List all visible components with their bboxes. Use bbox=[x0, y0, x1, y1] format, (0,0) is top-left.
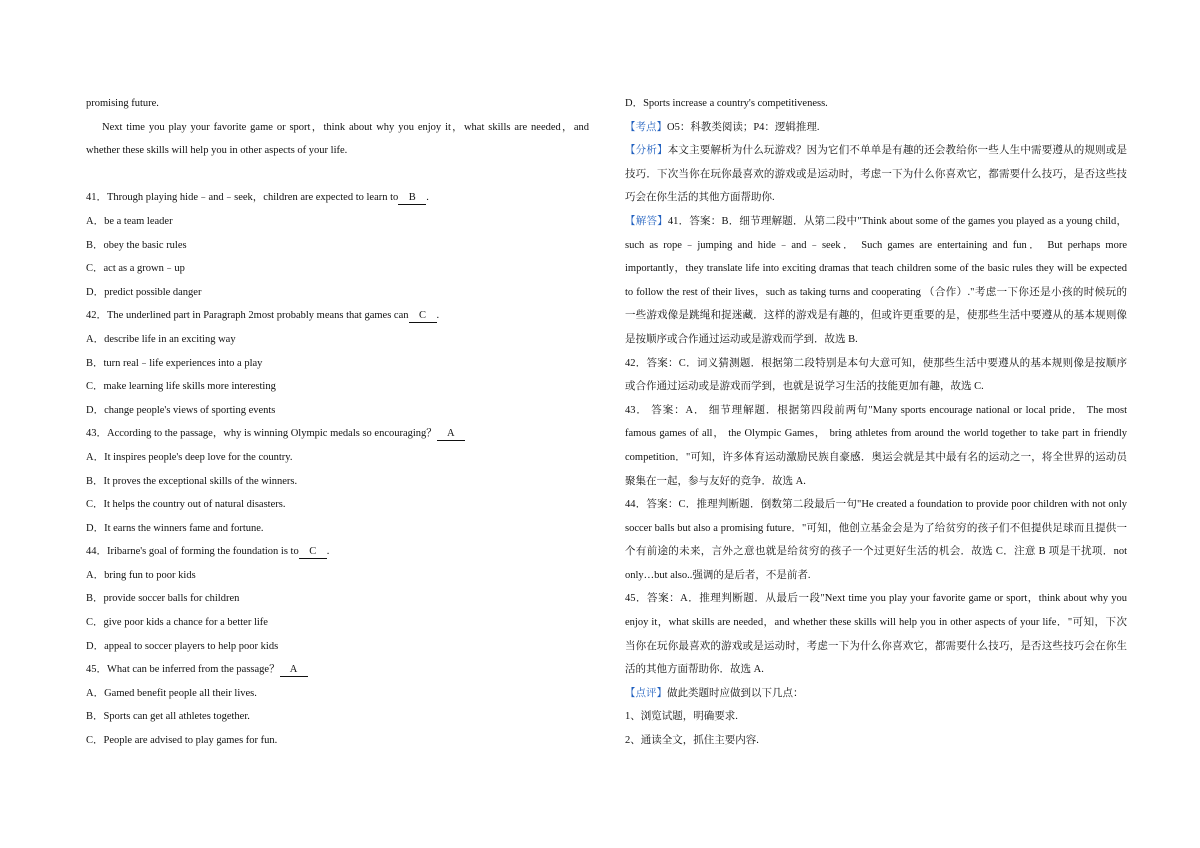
line-text: 活的其他方面帮助你．故选 A. bbox=[625, 664, 764, 676]
line-text: 个有前途的未来，言外之意也就是给贫穷的孩子一个过更好生活的机会．故选 C．注意 B 项是干扰项．not bbox=[625, 546, 1127, 558]
text-line bbox=[86, 234, 589, 258]
text-line bbox=[86, 257, 589, 281]
line-text: A．be a team leader bbox=[86, 215, 173, 227]
text-line bbox=[625, 352, 1127, 376]
text-line bbox=[86, 705, 589, 729]
blank-line bbox=[86, 163, 589, 187]
text-line bbox=[86, 470, 589, 494]
text-line bbox=[86, 92, 589, 116]
line-text: whether these skills will help you in other aspects of your life. bbox=[86, 145, 348, 157]
text-line bbox=[86, 375, 589, 399]
line-text: 聚集在一起，参与友好的竞争．故选 A. bbox=[625, 475, 806, 487]
line-text: D．change people's views of sporting events bbox=[86, 404, 276, 416]
line-text: soccer balls but also a promising future．"可知，他创立基金会是为了给贫穷的孩子们不但提供足球而且提供一 bbox=[625, 522, 1127, 534]
text-line bbox=[625, 446, 1127, 470]
section-tag: 【分析】 bbox=[625, 145, 668, 157]
text-line bbox=[625, 375, 1127, 399]
text-line bbox=[86, 587, 589, 611]
question-stem bbox=[86, 658, 589, 682]
punctuation: . bbox=[426, 192, 429, 204]
section-tag: 【解答】 bbox=[625, 215, 668, 227]
line-text: importantly，they translate life into exciting dramas that teach children some of the basic rules they will be expected bbox=[625, 263, 1127, 275]
line-text: famous games of all， the Olympic Games， bring athletes from around the world together to take part in friendly bbox=[625, 428, 1127, 440]
line-text: 是按顺序或合作通过运动或是游戏而学到．故选 B. bbox=[625, 333, 858, 345]
line-text: D．Sports increase a country's competitiveness. bbox=[625, 98, 828, 109]
line-text: 1、浏览试题，明确要求. bbox=[625, 711, 738, 723]
text-line bbox=[625, 281, 1127, 305]
line-text: B．Sports can get all athletes together. bbox=[86, 711, 250, 723]
text-line bbox=[86, 446, 589, 470]
text-line bbox=[86, 682, 589, 706]
line-text: B．provide soccer balls for children bbox=[86, 593, 240, 605]
text-line bbox=[625, 564, 1127, 588]
punctuation: . bbox=[326, 546, 330, 558]
answer-blank: C bbox=[299, 545, 327, 559]
question-stem bbox=[86, 186, 589, 210]
line-text: 42．The underlined part in Paragraph 2most probably means that games can bbox=[86, 310, 409, 322]
line-text: promising future. bbox=[86, 98, 159, 109]
text-line bbox=[86, 635, 589, 659]
line-text: 44．答案：C．推理判断题．倒数第二段最后一句"He created a foundation to provide poor children with not only bbox=[625, 499, 1127, 511]
text-line bbox=[86, 116, 589, 140]
line-text: 44．Iribarne's goal of forming the foundation is to bbox=[86, 546, 299, 558]
text-line bbox=[86, 328, 589, 352]
line-text: Next time you play your favorite game or sport，think about why you enjoy it，what skills are needed，and bbox=[102, 121, 589, 133]
line-text: D．It earns the winners fame and fortune. bbox=[86, 522, 264, 534]
line-text: 或合作通过运动或是游戏而学到，也就是说学习生活的技能更加有趣，故选 C. bbox=[625, 381, 984, 393]
line-text: 巧会在你生活的其他方面帮助你. bbox=[625, 192, 775, 204]
text-line bbox=[625, 92, 1127, 116]
text-line bbox=[625, 163, 1127, 187]
line-text: B．It proves the exceptional skills of the winners. bbox=[86, 475, 298, 487]
line-text: 41．Through playing hide﹣and﹣seek，children are expected to learn to bbox=[86, 192, 399, 204]
text-line bbox=[86, 611, 589, 635]
line-text: A．Gamed benefit people all their lives. bbox=[86, 687, 257, 699]
text-line bbox=[625, 470, 1127, 494]
line-text: 45．What can be inferred from the passage？ bbox=[86, 664, 280, 676]
text-line bbox=[625, 517, 1127, 541]
line-text: 当你在玩你最喜欢的游戏或是运动时，考虑一下为什么你喜欢它，都需要什么技巧，是否这些技巧会在你生 bbox=[625, 640, 1127, 652]
line-text: C．make learning life skills more interesting bbox=[86, 381, 276, 393]
line-text: to follow the rest of their lives，such as taking turns and cooperating （合作）."考虑一下你还是小孩的时候玩的 bbox=[625, 286, 1127, 298]
answer-blank: A bbox=[280, 663, 308, 677]
text-line bbox=[86, 493, 589, 517]
text-line bbox=[625, 635, 1127, 659]
text-line bbox=[625, 328, 1127, 352]
line-text: B．turn real﹣life experiences into a play bbox=[86, 357, 263, 369]
line-text: 技巧．下次当你在玩你最喜欢的游戏或是运动时，考虑一下为什么你喜欢它，都需要什么技巧，是否这些技 bbox=[625, 168, 1127, 180]
left-column bbox=[86, 92, 589, 753]
line-text: only…but also..强调的是后者，不是前者. bbox=[625, 569, 811, 581]
line-text: C．It helps the country out of natural disasters. bbox=[86, 499, 286, 511]
text-line bbox=[86, 564, 589, 588]
text-line bbox=[625, 422, 1127, 446]
line-text: D．appeal to soccer players to help poor kids bbox=[86, 640, 279, 652]
line-text: 41．答案：B．细节理解题．从第二段中"Think about some of the games you played as a young child， bbox=[667, 215, 1127, 227]
answer-blank: B bbox=[398, 191, 426, 205]
line-text: 42．答案：C．词义猜测题．根据第二段特别是本句大意可知，使那些生活中要遵从的基本规则像是按顺序 bbox=[625, 357, 1127, 369]
text-line bbox=[86, 517, 589, 541]
line-text: B．obey the basic rules bbox=[86, 239, 187, 251]
line-text: 43． 答案：A． 细节理解题．根据第四段前两句"Many sports encourage national or local pride． The most bbox=[625, 404, 1127, 416]
line-text: 本文主要解析为什么玩游戏？因为它们不单单是有趣的还会教给你一些人生中需要遵从的规则或是 bbox=[667, 145, 1127, 157]
line-text: A．bring fun to poor kids bbox=[86, 569, 196, 581]
text-line bbox=[625, 729, 1127, 753]
question-stem bbox=[86, 304, 589, 328]
line-text: 一些游戏像是跳绳和捉迷藏．这样的游戏是有趣的，但或许更重要的是，使那些生活中要遵从的基本规则像 bbox=[625, 310, 1127, 322]
section-line bbox=[625, 210, 1127, 234]
text-line bbox=[625, 587, 1127, 611]
text-line bbox=[625, 611, 1127, 635]
question-stem bbox=[86, 422, 589, 446]
text-line bbox=[625, 186, 1127, 210]
text-line bbox=[86, 210, 589, 234]
line-text: enjoy it，what skills are needed，and whether these skills will help you in other aspects of your life．"可知，下次 bbox=[625, 617, 1127, 629]
line-text: 2、通读全文，抓住主要内容. bbox=[625, 735, 759, 747]
line-text: D．predict possible danger bbox=[86, 286, 202, 298]
text-line bbox=[625, 705, 1127, 729]
line-text: C．People are advised to play games for fun. bbox=[86, 735, 278, 747]
punctuation: . bbox=[436, 310, 440, 322]
line-text: O5：科教类阅读；P4：逻辑推理. bbox=[667, 121, 820, 133]
answer-blank: C bbox=[409, 309, 437, 323]
line-text: 做此类题时应做到以下几点： bbox=[667, 687, 804, 699]
text-line bbox=[86, 399, 589, 423]
text-line bbox=[625, 658, 1127, 682]
line-text: such as rope﹣jumping and hide﹣and﹣seek． Such games are entertaining and fun． But perhaps more bbox=[625, 239, 1127, 251]
text-line bbox=[86, 139, 589, 163]
text-line bbox=[625, 304, 1127, 328]
line-text: competition．"可知，许多体育运动激励民族自豪感．奥运会就是其中最有名的运动之一，将全世界的运动员 bbox=[625, 451, 1127, 463]
line-text: A．describe life in an exciting way bbox=[86, 333, 236, 345]
text-line bbox=[625, 540, 1127, 564]
text-line bbox=[625, 493, 1127, 517]
text-line bbox=[625, 399, 1127, 423]
answer-blank: A bbox=[437, 427, 465, 441]
line-text: 45．答案：A．推理判断题．从最后一段"Next time you play your favorite game or sport，think about why you bbox=[625, 593, 1127, 605]
section-tag: 【点评】 bbox=[625, 687, 667, 699]
line-text: A．It inspires people's deep love for the country. bbox=[86, 451, 293, 463]
text-line bbox=[86, 352, 589, 376]
text-line bbox=[86, 729, 589, 753]
text-line bbox=[625, 257, 1127, 281]
right-column bbox=[625, 92, 1127, 753]
section-line bbox=[625, 139, 1127, 163]
section-line bbox=[625, 116, 1127, 140]
section-tag: 【考点】 bbox=[625, 121, 667, 133]
line-text: C．act as a grown﹣up bbox=[86, 263, 185, 275]
text-line bbox=[86, 281, 589, 305]
text-line bbox=[625, 234, 1127, 258]
question-stem bbox=[86, 540, 589, 564]
section-line bbox=[625, 682, 1127, 706]
line-text: 43．According to the passage，why is winning Olympic medals so encouraging？ bbox=[86, 428, 437, 440]
line-text: C．give poor kids a chance for a better life bbox=[86, 617, 268, 629]
